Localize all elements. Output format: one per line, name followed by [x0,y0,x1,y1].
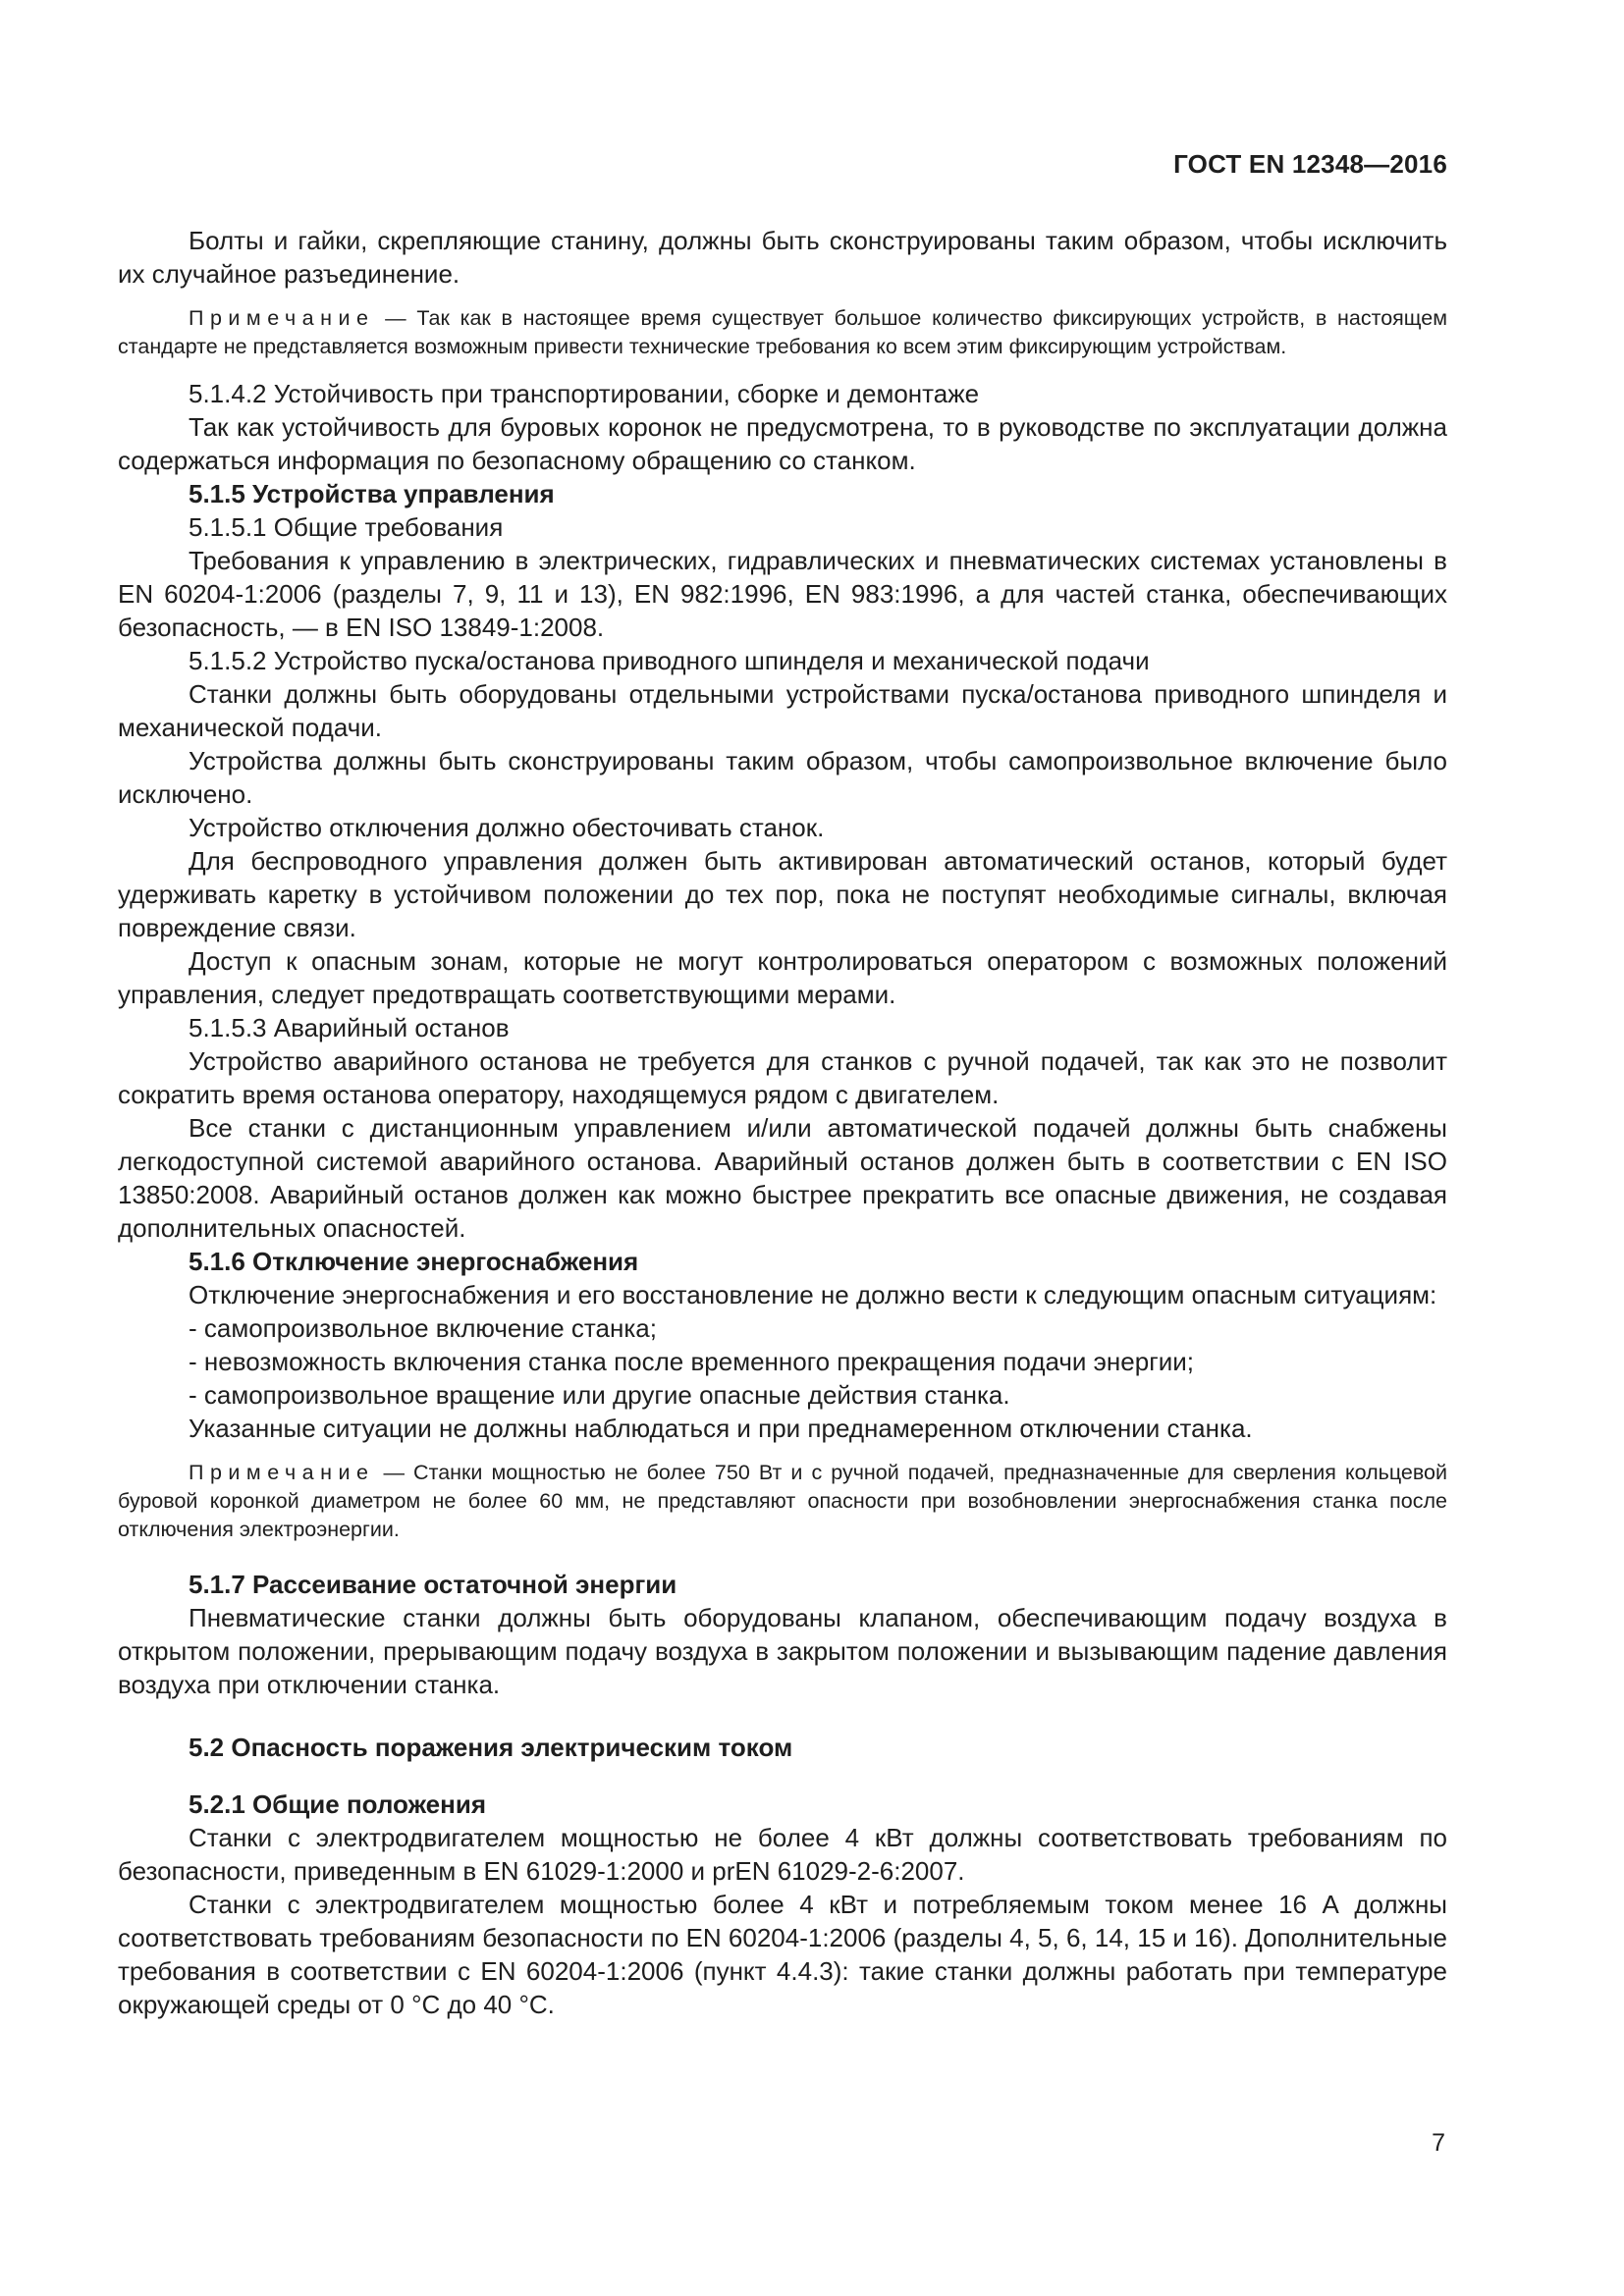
paragraph-5-1-5-2-a: Станки должны быть оборудованы отдельными устройствами пуска/останова приводного шпинделя и механической подачи. [118,679,1447,742]
section-5-1-5-2-title: 5.1.5.2 Устройство пуска/останова приводного шпинделя и механической подачи [189,646,1150,675]
section-5-2-title: 5.2 Опасность поражения электрическим током [189,1733,793,1762]
paragraph-bolts: Болты и гайки, скрепляющие станину, должны быть сконструированы таким образом, чтобы исключить их случайное разъединение. [118,226,1447,289]
paragraph-5-1-6: Отключение энергоснабжения и его восстановление не должно вести к следующим опасным ситуациям: [189,1280,1437,1309]
section-5-1-5-1-title: 5.1.5.1 Общие требования [189,512,504,542]
note-2-label: Примечание [189,1461,375,1484]
paragraph-5-1-5-1: Требования к управлению в электрических, гидравлических и пневматических системах установлены в EN 60204-1:2006 (разделы 7, 9, 11 и 13), EN 982:1996, EN 983:1996, а для частей станка, обеспечивающих безопасность, — в EN ISO 13849-1:2008. [118,546,1447,642]
paragraph-5-1-5-2-b: Устройства должны быть сконструированы таким образом, чтобы самопроизвольное включение было исключено. [118,746,1447,809]
paragraph-5-1-5-3-a: Устройство аварийного останова не требуется для станков с ручной подачей, так как это не позволит сократить время останова оператору, находящемуся рядом с двигателем. [118,1046,1447,1109]
list-item-1: - самопроизвольное включение станка; [189,1313,657,1343]
section-5-1-7-title: 5.1.7 Рассеивание остаточной энергии [189,1570,677,1599]
note-1-text: — Так как в настоящее время существует большое количество фиксирующих устройств, в настоящем стандарте не представляется возможным привести технические требования ко всем этим фиксирующим устройствам. [118,306,1447,358]
section-5-1-5-title: 5.1.5 Устройства управления [189,479,555,508]
section-5-1-4-2-title: 5.1.4.2 Устойчивость при транспортировании, сборке и демонтаже [189,379,980,408]
page-body [118,224,1447,2021]
note-1 [118,304,1447,361]
paragraph-5-1-5-2-d: Для беспроводного управления должен быть активирован автоматический останов, который будет удерживать каретку в устойчивом положении до тех пор, пока не поступят необходимые сигналы, включая повреждение связи. [118,846,1447,942]
list-item-2: - невозможность включения станка после временного прекращения подачи энергии; [189,1347,1194,1376]
page-number: 7 [1432,2129,1445,2157]
list-item-3: - самопроизвольное вращение или другие опасные действия станка. [189,1380,1010,1410]
paragraph-5-1-4-2: Так как устойчивость для буровых коронок не предусмотрена, то в руководстве по эксплуатации должна содержаться информация по безопасному обращению со станком. [118,412,1447,475]
note-2-text: — Станки мощностью не более 750 Вт и с ручной подачей, предназначенные для сверления кольцевой буровой коронкой диаметром не более 60 мм, не представляют опасности при возобновлении энергоснабжения станка после отключения электроэнергии. [118,1461,1447,1541]
note-2 [118,1459,1447,1544]
paragraph-5-1-5-2-e: Доступ к опасным зонам, которые не могут контролироваться оператором с возможных положений управления, следует предотвращать соответствующими мерами. [118,946,1447,1009]
paragraph-5-1-7: Пневматические станки должны быть оборудованы клапаном, обеспечивающим подачу воздуха в открытом положении, прерывающим подачу воздуха в закрытом положении и вызывающим падение давления воздуха при отключении станка. [118,1603,1447,1699]
paragraph-5-2-1-a: Станки с электродвигателем мощностью не более 4 кВт должны соответствовать требованиям по безопасности, приведенным в EN 61029-1:2000 и prEN 61029-2-6:2007. [118,1823,1447,1886]
paragraph-5-1-5-2-c: Устройство отключения должно обесточивать станок. [189,813,825,842]
section-5-2-1-title: 5.2.1 Общие положения [189,1789,486,1819]
paragraph-5-1-5-3-b: Все станки с дистанционным управлением и/или автоматической подачей должны быть снабжены легкодоступной системой аварийного останова. Аварийный останов должен быть в соответствии с EN ISO 13850:2008. Аварийный останов должен как можно быстрее прекратить все опасные движения, не создавая дополнительных опасностей. [118,1113,1447,1243]
paragraph-5-2-1-b: Станки с электродвигателем мощностью более 4 кВт и потребляемым током менее 16 А должны соответствовать требованиям безопасности по EN 60204-1:2006 (разделы 4, 5, 6, 14, 15 и 16). Дополнительные требования в соответствии с EN 60204-1:2006 (пункт 4.4.3): такие станки должны работать при температуре окружающей среды от 0 °С до 40 °С. [118,1890,1447,2019]
standard-designation: ГОСТ EN 12348—2016 [1173,149,1447,179]
section-5-1-5-3-title: 5.1.5.3 Аварийный останов [189,1013,510,1042]
paragraph-5-1-6-b: Указанные ситуации не должны наблюдаться и при преднамеренном отключении станка. [189,1414,1253,1443]
section-5-1-6-title: 5.1.6 Отключение энергоснабжения [189,1247,639,1276]
note-1-label: Примечание [189,306,375,330]
